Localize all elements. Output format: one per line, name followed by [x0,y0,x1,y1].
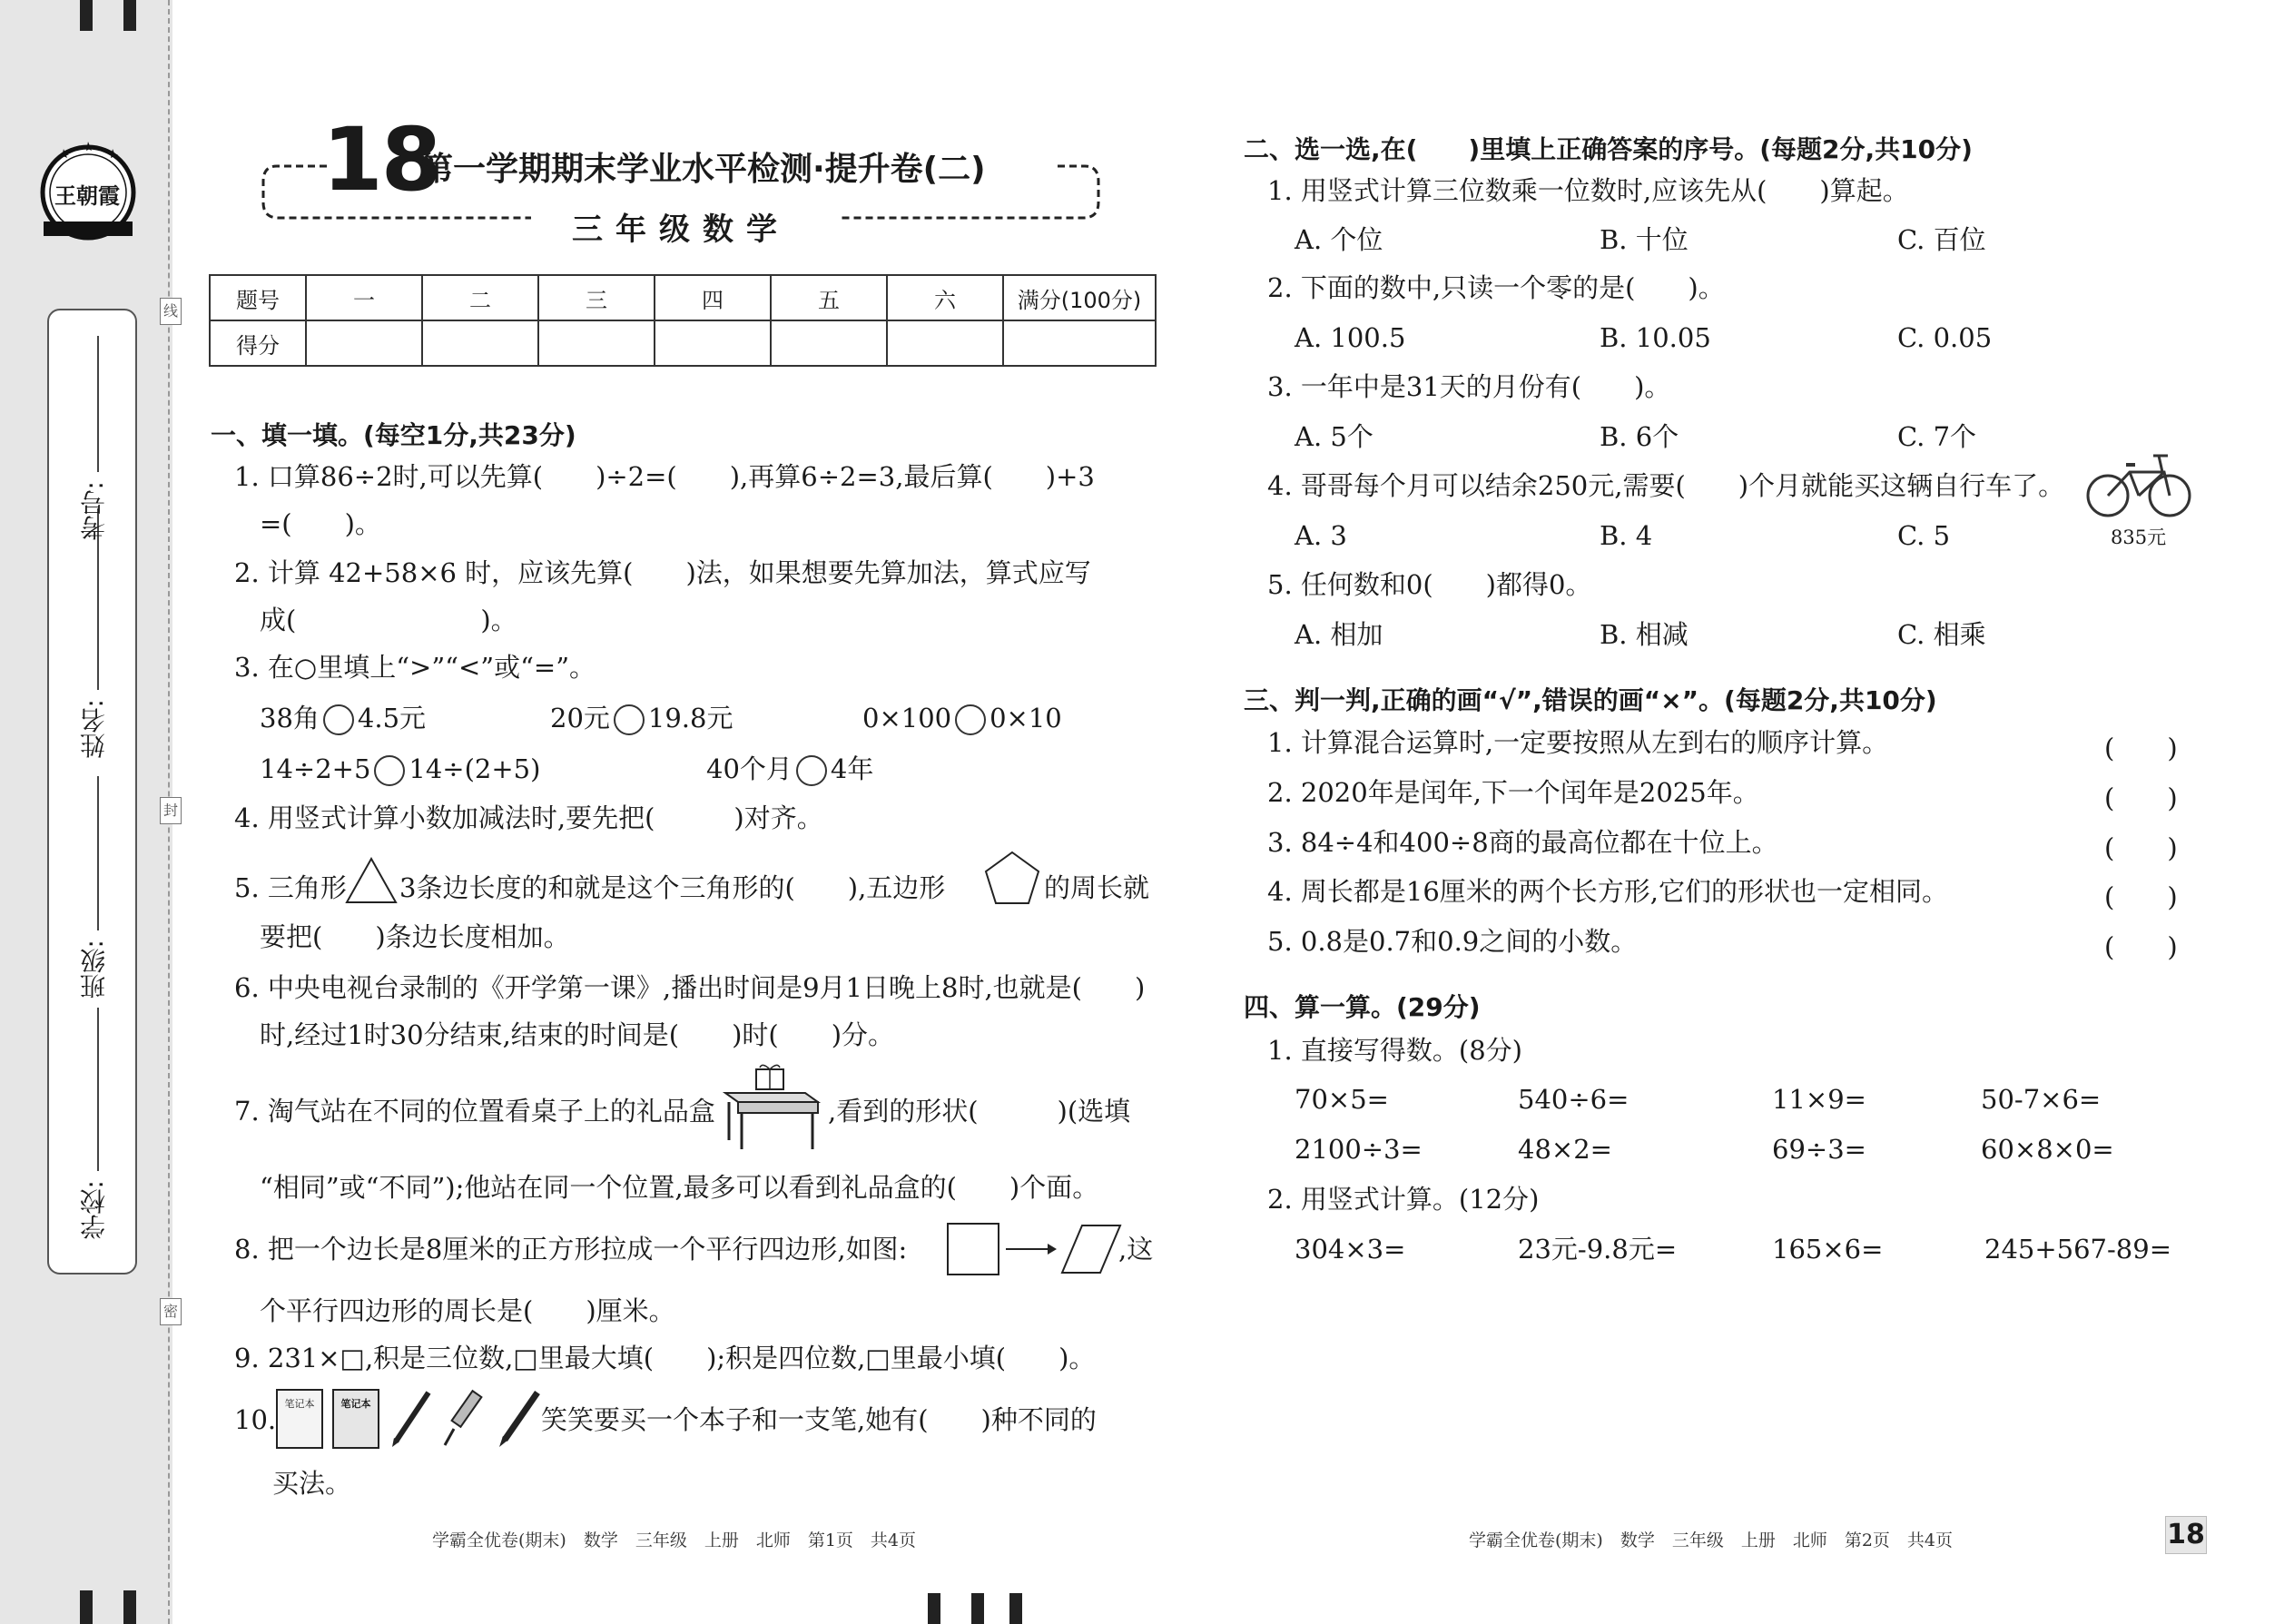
question-line: 1. 口算86÷2时,可以先算( )÷2=( ),再算6÷2=3,最后算( )+3 [234,461,1095,492]
compare-right: 14÷(2+5) [409,753,541,784]
calc-item: 2100÷3= [1295,1134,1423,1165]
score-cell[interactable] [306,320,422,366]
table-header-cell: 题号 [210,275,306,320]
name-label: 姓名: [79,699,109,759]
question-line: 要把( )条边长度相加。 [260,921,570,952]
bicycle-price: 835元 [2111,527,2167,548]
page-number: 18 [2165,1516,2207,1554]
choice-option[interactable]: A. 相加 [1295,619,1383,650]
question-line: 的周长就 [1044,872,1150,903]
notebook-label: 笔记本 [284,1398,315,1410]
choice-question: 3. 一年中是31天的月份有( )。 [1267,371,1671,402]
judgment-item: 3. 84÷4和400÷8商的最高位都在十位上。 [1267,827,1778,858]
section4-heading: 四、算一算。(29分) [1244,992,1481,1022]
compare-item [706,755,873,786]
footer-left: 学霸全优卷(期末) 数学 三年级 上册 北师 第1页 共4页 [432,1530,917,1550]
square-to-parallelogram-figure [946,1220,1123,1278]
judgment-item: 2. 2020年是闰年,下一个闰年是2025年。 [1267,777,1759,808]
table-header-cell: 满分(100分) [1003,275,1156,320]
compare-item [260,704,426,735]
pencil-icon [389,1389,434,1449]
question-line: 4. 用竖式计算小数加减法时,要先把( )对齐。 [234,802,823,833]
registration-mark [1009,1593,1022,1624]
calc-item: 23元-9.8元= [1518,1234,1678,1265]
choice-option[interactable]: C. 5 [1897,520,1951,551]
notebook-icon [276,1389,323,1449]
class-label: 班级: [79,940,109,999]
table-header-cell: 三 [538,275,655,320]
score-table-row [210,320,1156,366]
choice-question: 1. 用竖式计算三位数乘一位数时,应该先从( )算起。 [1267,175,1909,206]
score-cell[interactable] [887,320,1003,366]
score-table-header-row [210,275,1156,320]
compare-right: 4年 [830,753,874,784]
calc-item: 70×5= [1295,1084,1389,1115]
calc-item: 304×3= [1295,1234,1406,1265]
compare-left: 20元 [550,703,610,733]
publisher-logo [36,136,141,245]
table-header-cell: 五 [771,275,887,320]
registration-mark [123,1590,136,1624]
answer-paren[interactable]: ( ) [2104,733,2178,763]
registration-mark [80,0,93,31]
page-subtitle: 三年级数学 [572,212,790,248]
question-line: 笑笑要买一个本子和一支笔,她有( )种不同的 [541,1404,1097,1435]
score-cell[interactable] [422,320,538,366]
question-line: 时,经过1时30分结束,结束的时间是( )时( )分。 [260,1019,895,1050]
exam-no-label: 考号: [79,481,109,541]
compare-left: 40个月 [706,753,793,784]
choice-option[interactable]: C. 0.05 [1897,322,1993,353]
compare-left: 0×100 [862,703,952,733]
calc-item: 540÷6= [1518,1084,1629,1115]
cut-mark: 线 [160,298,182,325]
choice-option[interactable]: C. 相乘 [1897,619,1986,650]
choice-option[interactable]: B. 十位 [1600,224,1689,255]
answer-paren[interactable]: ( ) [2104,881,2178,912]
question-line: 5. 三角形 [234,872,347,903]
notebook-icon [332,1389,379,1449]
compare-item [260,755,540,786]
question-line: 买法。 [272,1468,352,1499]
score-cell[interactable] [1003,320,1156,366]
question-line: 3. 在○里填上“>”“<”或“=”。 [234,652,596,683]
calc-item: 48×2= [1518,1134,1612,1165]
pen-icon [439,1389,490,1449]
choice-option[interactable]: B. 10.05 [1600,322,1711,353]
choice-question: 2. 下面的数中,只读一个零的是( )。 [1267,272,1725,303]
compare-right: 0×10 [989,703,1062,733]
table-header-cell: 二 [422,275,538,320]
question-line: 8. 把一个边长是8厘米的正方形拉成一个平行四边形,如图: [234,1234,908,1265]
question-line: “相同”或“不同”);他站在同一个位置,最多可以看到礼品盒的( )个面。 [260,1172,1099,1203]
question-line: ,这 [1118,1234,1154,1265]
compare-left: 14÷2+5 [260,753,371,784]
cut-mark: 密 [160,1298,182,1325]
choice-option[interactable]: C. 7个 [1897,421,1977,452]
fountain-pen-icon [496,1389,543,1449]
gift-on-desk-icon [722,1062,822,1153]
exam-no-field-line[interactable] [97,336,99,472]
answer-paren[interactable]: ( ) [2104,782,2178,813]
registration-mark [971,1593,984,1624]
judgment-item: 1. 计算混合运算时,一定要按照从左到右的顺序计算。 [1267,727,1889,758]
score-table [209,274,1157,367]
compare-circle[interactable] [955,704,986,735]
cut-mark: 封 [160,797,182,824]
compare-right: 4.5元 [357,703,427,733]
answer-paren[interactable]: ( ) [2104,931,2178,962]
choice-option[interactable]: A. 个位 [1295,224,1383,255]
calc-item: 245+567-89= [1984,1234,2172,1265]
question-line: 成( )。 [260,605,517,635]
school-label: 学校: [79,1180,109,1240]
table-header-cell: 一 [306,275,422,320]
school-field-line[interactable] [97,1008,99,1171]
score-cell[interactable] [655,320,771,366]
choice-option[interactable]: A. 100.5 [1295,322,1406,353]
compare-left: 38角 [260,703,320,733]
class-field-line[interactable] [97,776,99,930]
calc-item: 50-7×6= [1981,1084,2102,1115]
judgment-item: 4. 周长都是16厘米的两个长方形,它们的形状也一定相同。 [1267,876,1949,907]
section3-heading: 三、判一判,正确的画“√”,错误的画“×”。(每题2分,共10分) [1244,685,1937,715]
student-info-box [47,309,137,1275]
answer-paren[interactable]: ( ) [2104,832,2178,863]
choice-option[interactable]: C. 百位 [1897,224,1986,255]
choice-option[interactable]: B. 4 [1600,520,1653,551]
table-header-cell: 四 [655,275,771,320]
registration-mark [80,1590,93,1624]
registration-mark [123,0,136,31]
compare-item [862,704,1062,735]
compare-circle[interactable] [614,704,645,735]
compare-right: 19.8元 [647,703,733,733]
calc-item: 165×6= [1772,1234,1884,1265]
calc-item: 60×8×0= [1981,1134,2114,1165]
question-line: 10. [234,1404,277,1435]
pentagon-icon [982,849,1042,909]
compare-circle[interactable] [796,755,827,786]
choice-option[interactable]: A. 5个 [1295,421,1373,452]
test-number: 18 [322,109,440,211]
choice-option[interactable]: B. 相减 [1600,619,1689,650]
score-cell[interactable] [771,320,887,366]
page-title: 第一学期期末学业水平检测·提升卷(二) [420,151,986,188]
question-line: =( )。 [260,508,381,539]
calc-item: 11×9= [1772,1084,1866,1115]
question-line: 6. 中央电视台录制的《开学第一课》,播出时间是9月1日晚上8时,也就是( ) [234,972,1146,1003]
compare-circle[interactable] [374,755,405,786]
footer-right: 学霸全优卷(期末) 数学 三年级 上册 北师 第2页 共4页 [1469,1530,1954,1550]
choice-question: 4. 哥哥每个月可以结余250元,需要( )个月就能买这辆自行车了。 [1267,470,2065,501]
bicycle-icon [2084,445,2193,519]
question-line: 个平行四边形的周长是( )厘米。 [260,1295,675,1326]
calc-item: 69÷3= [1772,1134,1866,1165]
subsection-label: 1. 直接写得数。(8分) [1267,1035,1522,1066]
notebook-label: 笔记本 [340,1398,371,1410]
choice-option[interactable]: A. 3 [1295,520,1347,551]
section1-heading: 一、填一填。(每空1分,共23分) [211,420,576,450]
question-line: 9. 231×□,积是三位数,□里最大填( );积是四位数,□里最小填( )。 [234,1343,1096,1373]
table-row-label: 得分 [210,320,306,366]
section2-heading: 二、选一选,在( )里填上正确答案的序号。(每题2分,共10分) [1244,134,1973,164]
subsection-label: 2. 用竖式计算。(12分) [1267,1184,1540,1215]
choice-option[interactable]: B. 6个 [1600,421,1679,452]
triangle-icon [343,855,399,906]
table-header-cell: 六 [887,275,1003,320]
question-line: 7. 淘气站在不同的位置看桌子上的礼品盒 [234,1096,715,1127]
question-line: 3条边长度的和就是这个三角形的( ),五边形 [399,872,946,903]
score-cell[interactable] [538,320,655,366]
question-line: ,看到的形状( )(选填 [828,1096,1131,1127]
question-line: 2. 计算 42+58×6 时，应该先算( )法，如果想要先算加法，算式应写 [234,557,1091,588]
logo-text: 王朝霞 [54,182,120,209]
judgment-item: 5. 0.8是0.7和0.9之间的小数。 [1267,926,1638,957]
choice-question: 5. 任何数和0( )都得0。 [1267,569,1592,600]
compare-item [550,704,733,735]
registration-mark [928,1593,940,1624]
compare-circle[interactable] [323,704,354,735]
